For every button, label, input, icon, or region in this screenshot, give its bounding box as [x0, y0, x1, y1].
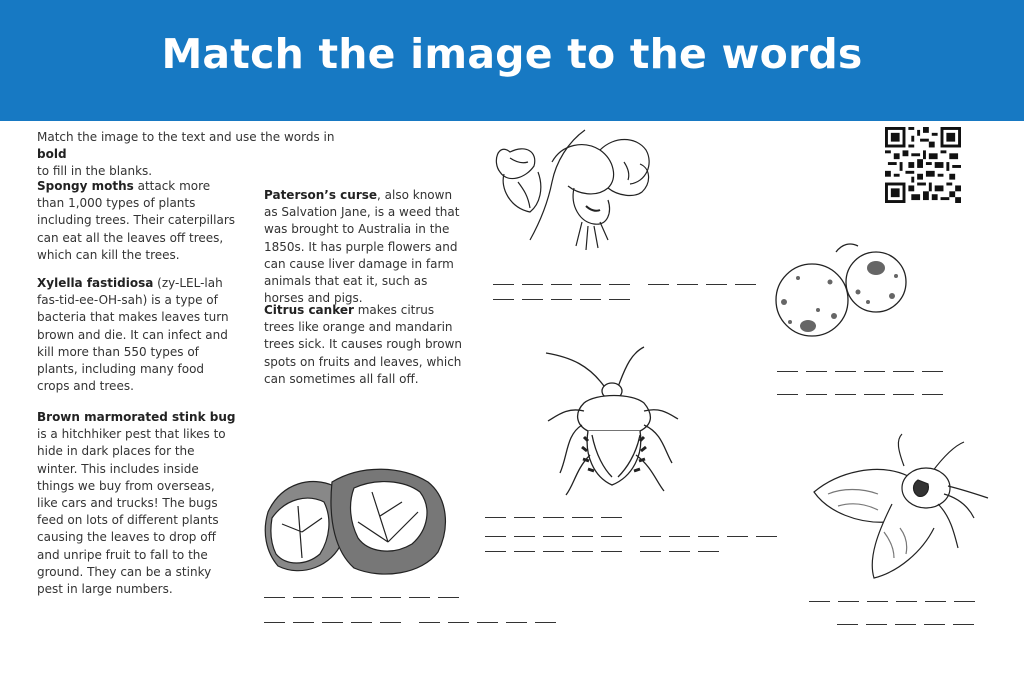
answer-blank[interactable] — [893, 371, 914, 372]
answer-blank-row — [493, 299, 756, 300]
answer-blank[interactable] — [506, 622, 527, 623]
answer-blank[interactable] — [835, 394, 856, 395]
answer-blank[interactable] — [522, 299, 543, 300]
answer-blank[interactable] — [493, 284, 514, 285]
answer-blank[interactable] — [380, 597, 401, 598]
answer-blank[interactable] — [809, 601, 830, 602]
entry-name: Brown marmorated stink bug — [37, 410, 236, 424]
answer-blank[interactable] — [893, 394, 914, 395]
answer-blank-row — [485, 551, 777, 552]
answer-blank-row — [777, 371, 943, 372]
answer-blank[interactable] — [669, 551, 690, 552]
answer-blank[interactable] — [580, 284, 601, 285]
answer-blank[interactable] — [925, 601, 946, 602]
intro-bold-word: bold — [37, 147, 67, 162]
answer-blank[interactable] — [551, 299, 572, 300]
answer-blank[interactable] — [264, 622, 285, 623]
entry-text: , also known as Salvation Jane, is a weed that was brought to Australia in the 1850s. It has purple flowers and can cause liver damage in farm animals that eat it, such as horses and pigs. — [264, 188, 460, 306]
entry-text: makes citrus trees like orange and mandarin trees sick. It causes rough brown spots on fruits and leaves, which can sometimes all fall off. — [264, 303, 462, 386]
answer-blank[interactable] — [640, 536, 661, 537]
answer-blank-row — [485, 517, 777, 518]
answer-blank-row — [264, 622, 556, 623]
answer-blank-row — [809, 601, 975, 602]
answer-blank[interactable] — [419, 622, 440, 623]
entry-name: Citrus canker — [264, 303, 354, 317]
intro-text — [37, 129, 367, 181]
qr-code[interactable] — [884, 127, 962, 203]
answer-blank[interactable] — [293, 597, 314, 598]
answer-blank[interactable] — [485, 517, 506, 518]
entry-text: attack more than 1,000 types of plants including trees. Their caterpillars can eat all the leaves off trees, which can kill the trees. — [37, 179, 236, 262]
answer-blank[interactable] — [543, 517, 564, 518]
answer-blank[interactable] — [572, 536, 593, 537]
answer-blank[interactable] — [922, 371, 943, 372]
answer-blank[interactable] — [601, 551, 622, 552]
answer-blank[interactable] — [609, 299, 630, 300]
answer-blank[interactable] — [380, 622, 401, 623]
answer-blank[interactable] — [493, 299, 514, 300]
answer-blank[interactable] — [601, 536, 622, 537]
answer-blank[interactable] — [777, 371, 798, 372]
answer-blank[interactable] — [698, 551, 719, 552]
leaves-illustration — [262, 462, 452, 582]
entry-citrus-canker — [264, 302, 464, 388]
answer-blank[interactable] — [838, 601, 859, 602]
intro-part-2: to fill in the blanks. — [37, 164, 153, 179]
answer-blank[interactable] — [572, 551, 593, 552]
entry-spongy-moths — [37, 178, 237, 264]
answer-blank[interactable] — [572, 517, 593, 518]
answer-blank[interactable] — [438, 597, 459, 598]
answer-blank[interactable] — [543, 551, 564, 552]
answer-blank[interactable] — [543, 536, 564, 537]
answer-blank-row — [485, 536, 777, 537]
qr-code-icon — [884, 127, 962, 203]
answer-blank[interactable] — [514, 551, 535, 552]
answer-blank[interactable] — [864, 371, 885, 372]
intro-part-1: Match the image to the text and use the words in — [37, 130, 335, 144]
answer-blank[interactable] — [669, 536, 690, 537]
answer-blanks-stink-bug[interactable] — [485, 517, 777, 566]
answer-blank[interactable] — [727, 536, 748, 537]
entry-text: is a hitchhiker pest that likes to hide in dark places for the winter. This includes inside things we buy from overseas, like cars and trucks! The bugs feed on lots of different plants causing the leaves to drop off and unripe fruit to fall to the ground. They can be a stinky pest in large numbers. — [37, 427, 226, 597]
title-banner — [0, 0, 1024, 121]
answer-blank[interactable] — [293, 622, 314, 623]
entry-patersons-curse — [264, 187, 468, 307]
answer-blank[interactable] — [806, 371, 827, 372]
answer-blank[interactable] — [896, 601, 917, 602]
answer-blanks-moth[interactable] — [809, 601, 975, 639]
answer-blank-row — [837, 624, 975, 625]
answer-blank[interactable] — [514, 536, 535, 537]
answer-blank-row — [493, 284, 756, 285]
answer-blank[interactable] — [535, 622, 556, 623]
answer-blank[interactable] — [485, 536, 506, 537]
entry-stink-bug — [37, 409, 237, 598]
answer-blank[interactable] — [648, 284, 669, 285]
flower-illustration — [490, 122, 660, 252]
answer-blank[interactable] — [756, 536, 777, 537]
answer-blank[interactable] — [448, 622, 469, 623]
entry-name: Paterson’s curse — [264, 188, 378, 202]
answer-blanks-leaves[interactable] — [264, 597, 556, 637]
answer-blank[interactable] — [835, 371, 856, 372]
answer-blank[interactable] — [640, 551, 661, 552]
answer-blank[interactable] — [351, 597, 372, 598]
entry-text: (zy-LEL-lah fas-tid-ee-OH-sah) is a type of bacteria that makes leaves turn brown and die. It can infect and kill more than 550 types of plants, including many food crops and trees. — [37, 276, 229, 394]
answer-blank[interactable] — [677, 284, 698, 285]
answer-blank[interactable] — [777, 394, 798, 395]
answer-blank[interactable] — [477, 622, 498, 623]
answer-blanks-citrus[interactable] — [777, 371, 943, 409]
page-title: Match the image to the words — [161, 30, 863, 78]
answer-blank[interactable] — [837, 624, 858, 625]
answer-blank[interactable] — [580, 299, 601, 300]
entry-name: Spongy moths — [37, 179, 134, 193]
stink-bug-illustration — [540, 345, 690, 505]
answer-blank[interactable] — [409, 597, 430, 598]
answer-blank-row — [264, 597, 556, 598]
entry-name: Xylella fastidiosa — [37, 276, 154, 290]
citrus-fruit-illustration — [772, 238, 912, 348]
answer-blank[interactable] — [924, 624, 945, 625]
answer-blank[interactable] — [322, 622, 343, 623]
answer-blank[interactable] — [735, 284, 756, 285]
answer-blank[interactable] — [601, 517, 622, 518]
answer-blank-row — [777, 394, 943, 395]
answer-blank[interactable] — [866, 624, 887, 625]
answer-blank[interactable] — [514, 517, 535, 518]
answer-blank[interactable] — [351, 622, 372, 623]
answer-blank[interactable] — [485, 551, 506, 552]
answer-blank[interactable] — [953, 624, 974, 625]
answer-blank[interactable] — [867, 601, 888, 602]
answer-blank[interactable] — [551, 284, 572, 285]
answer-blank[interactable] — [806, 394, 827, 395]
answer-blank[interactable] — [922, 394, 943, 395]
answer-blank[interactable] — [954, 601, 975, 602]
moth-illustration — [808, 432, 998, 582]
answer-blank[interactable] — [522, 284, 543, 285]
answer-blank[interactable] — [609, 284, 630, 285]
entry-xylella — [37, 275, 237, 395]
answer-blank[interactable] — [895, 624, 916, 625]
answer-blank[interactable] — [698, 536, 719, 537]
answer-blank[interactable] — [264, 597, 285, 598]
answer-blank[interactable] — [322, 597, 343, 598]
answer-blanks-flower[interactable] — [493, 284, 756, 314]
answer-blank[interactable] — [706, 284, 727, 285]
answer-blank[interactable] — [864, 394, 885, 395]
